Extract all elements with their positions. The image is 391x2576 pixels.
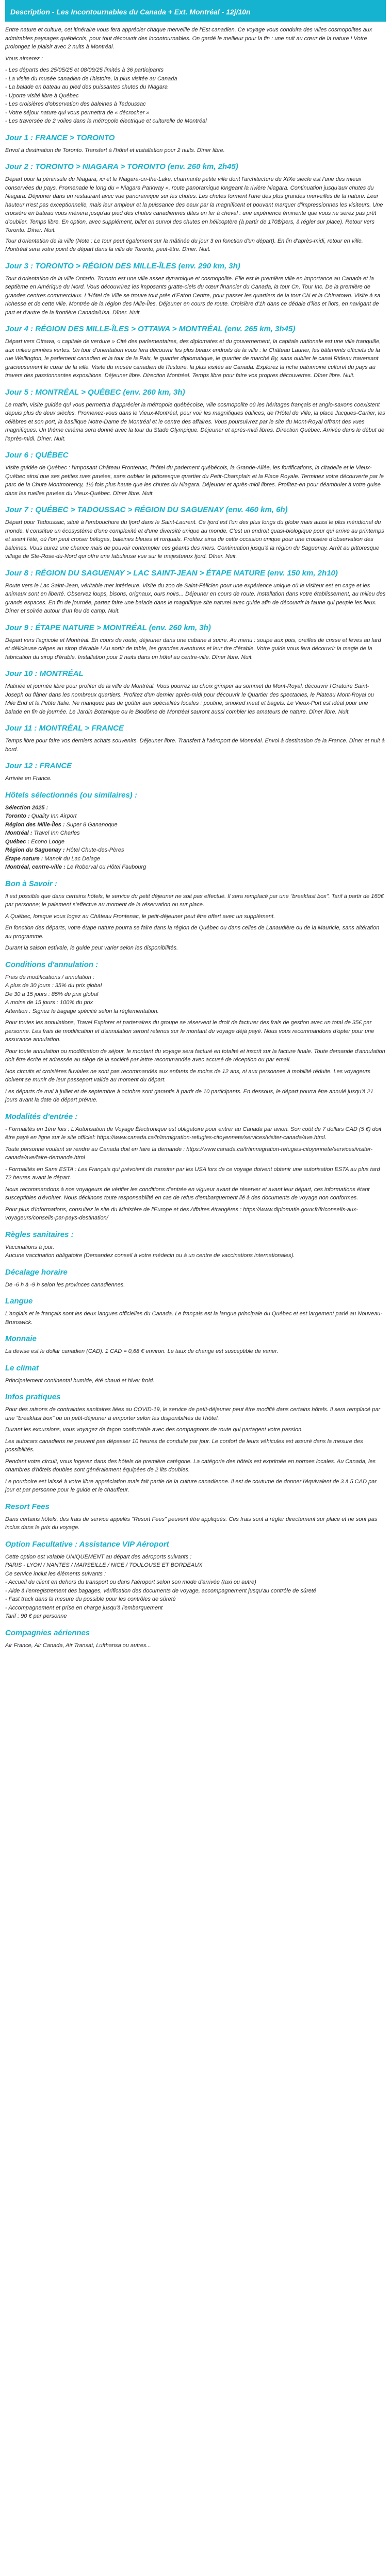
hotel-label: Montréal, centre-ville :: [5, 864, 66, 870]
highlight-item: - La balade en bateau au pied des puissantes chutes du Niagara: [5, 84, 168, 90]
resort-fees-text: Dans certains hôtels, des frais de service appelés "Resort Fees" peuvent être appliqués. Ces frais sont à régler directement sur place et ne sont pas inclus dans le prix du voyage.: [5, 1516, 378, 1531]
good-to-know-text: Il est possible que dans certains hôtels, le service du petit déjeuner ne soit pas effectué. Il sera remplacé par une "breakfast box". Tarif à partir de 160€ par personne; le paiement s'effectue au moment de la réservation ou sur place.: [5, 893, 384, 908]
hotel-item: [5, 829, 386, 838]
vip-assistance-text: PARIS - LYON / NANTES / MARSEILLE / NICE / TOULOUSE ET BORDEAUX: [5, 1562, 203, 1568]
good-to-know-text: Durant la saison estivale, le guide peut varier selon les disponibilités.: [5, 945, 178, 951]
day-title: Jour 1 : FRANCE > TORONTO: [5, 133, 115, 142]
hotel-name: Econo Lodge: [31, 838, 64, 845]
day-description: Départ pour Tadoussac, situé à l'embouchure du fjord dans le Saint-Laurent. Ce fjord est l'un des plus longs du globe mais aussi le plus méridional du monde. Il constitue un écosystème d'une complexité et d'une diversité unique au monde. C'est un endroit quasi-biologique pour qui arrive au printemps et avant l'été, où l'on peut croiser bélugas, baleines bleues et rorquals. Profitez ainsi de cette occasion unique pour une croisière d'observation des baleines. Vous aurez une chance mais de pouvoir contempler ces géants des mers. Continuation jusqu'à la région du Saguenay. Arrêt au pittoresque village de Ste-Rose-du-Nord qui offre une fabuleuse vue sur le majestueux fjord. Dîner. Nuit.: [5, 519, 384, 560]
cancellation-text: Frais de modifications / annulation :: [5, 974, 95, 980]
cancellation-text: Nos circuits et croisières fluviales ne sont pas recommandés aux enfants de moins de 12 ans, ni aux personnes à mobilité réduite. Les voyageurs doivent se munir de leur passeport valide au moment du départ.: [5, 1068, 371, 1083]
cancellation-title: Conditions d'annulation :: [5, 960, 99, 969]
cancellation-text: De 30 à 15 jours : 85% du prix global: [5, 991, 99, 997]
day-description: Route vers le Lac Saint-Jean, véritable mer intérieure. Visite du zoo de Saint-Félicien pour une expérience unique où le visiteur est en cage et les animaux sont en liberté. Observez loups, bisons, orignaux, ours noirs... Déjeuner en cours de route. Installation dans votre établissement, au milieu des grands espaces. En fin de journée, partez faire une balade dans le magnifique site naturel avec guide afin de découvrir la faune qui peuple les lieux. Dîner et soirée autour d'un feu de camp. Nuit.: [5, 582, 386, 614]
language-text: L'anglais et le français sont les deux langues officielles du Canada. Le français est la langue principale du Québec et est largement parlé au Nouveau-Brunswick.: [5, 1311, 382, 1326]
health-title: Règles sanitaires :: [5, 1230, 74, 1239]
entry-requirements-text: Toute personne voulant se rendre au Canada doit en faire la demande : https://www.canada.ca/fr/immigration-refugies-citoyennete/services/visiter-canada/ave/faire-demande.html: [5, 1146, 373, 1161]
airlines-title: Compagnies aériennes: [5, 1628, 90, 1637]
currency-text: La devise est le dollar canadien (CAD). 1 CAD = 0,68 € environ. Le taux de change est susceptible de varier.: [5, 1348, 279, 1354]
day-description: Matinée et journée libre pour profiter de la ville de Montréal. Vous pourrez au choix grimper au sommet du Mont-Royal, découvrir l'Oratoire Saint-Joseph ou flâner dans les nombreux quartiers. Profitez d'un dernier après-midi pour découvrir le Quartier des spectacles, le Plateau Mont-Royal ou Mile End et la Petite Italie. Ne manquez pas de goûter aux spécialités locales : poutine, smoked meat et bagels. Le Vieux-Port est idéal pour une balade en fin de journée. Le Jardin Botanique ou le Biodôme de Montréal sauront aussi combler les amateurs de nature. Dîner libre. Nuit.: [5, 683, 374, 715]
currency-title: Monnaie: [5, 1334, 37, 1343]
practical-info-text: Pour des raisons de contraintes sanitaires liées au COVID-19, le service de petit-déjeuner peut être modifié dans certains hôtels. Il sera remplacé par une "breakfast box" ou un petit-déjeuner à emporter selon les disponibilités de l'hôtel.: [5, 1406, 380, 1421]
day-title: Jour 11 : MONTRÉAL > FRANCE: [5, 724, 124, 733]
hotel-label: Montréal :: [5, 830, 32, 836]
intro-section: [5, 26, 386, 126]
vip-assistance-text: Cette option est valable UNIQUEMENT au départ des aéroports suivants :: [5, 1553, 192, 1560]
day-description: Temps libre pour faire vos derniers achats souvenirs. Déjeuner libre. Transfert à l'aéroport de Montréal. Envol à destination de la France. Dîner et nuit à bord.: [5, 738, 385, 753]
hotel-label: Sélection 2025 :: [5, 804, 48, 811]
vip-assistance-text: Ce service inclut les éléments suivants :: [5, 1570, 106, 1577]
hotel-name: Le Roberval ou Hôtel Faubourg: [67, 864, 146, 870]
day-description: Tour d'orientation de la ville Ontario. Toronto est une ville assez dynamique et cosmopolite. Elle est le première ville en importance au Canada et la septième en Amérique du Nord. Vous découvrirez les imposants gratte-ciels du cœur financier du Canada, la tour Cn, Tour Inc. De la première de grandes centres commerciaux. L'Hôtel de Ville se trouve tout près d'Eaton Centre, pour passer les quartiers de la tour CN et la Chinatown. Visite à sa richesse et de cette ville. Montrée de la région des Mille-Îles. Déjeuner en cours de route. Croisière d'1h dans ce dédale d'îles et îlots, en navigant de part et d'autre de la frontière Canada/Usa. Dîner. Nuit.: [5, 275, 381, 316]
day-description: Départ vers l'agricole et Montréal. En cours de route, déjeuner dans une cabane à sucre. Au menu : soupe aux pois, oreilles de crisse et fèves au lard et délicieuse crêpes au sirop d'érable ! Au sortir de table, les grandes aventures et leur tire d'érable. Votre guide vous fera découvrir la magie de la fabrication du sirop d'érable. Installation pour 2 nuits dans un hôtel au centre-ville. Dîner libre. Nuit.: [5, 637, 381, 660]
climate-section: [5, 1363, 386, 1385]
hotel-label: Toronto :: [5, 813, 30, 819]
resort-fees-title: Resort Fees: [5, 1502, 50, 1511]
day-description: Envol à destination de Toronto. Transfert à l'hôtel et installation pour 2 nuits. Dîner libre.: [5, 147, 225, 154]
hotel-item: [5, 838, 386, 846]
entry-requirements-text: - Formalités en 1ère fois : L'Autorisation de Voyage Électronique est obligatoire pour entrer au Canada par avion. Son coût de 7 dollars CAD (5 €) doit être payé en ligne sur le site officiel: https://www.canada.ca/fr/immigration-refugies-citoyennete/services/visiter-canada/ave.html.: [5, 1126, 382, 1141]
hotel-item: [5, 804, 386, 812]
practical-info-text: Pendant votre circuit, vous logerez dans des hôtels de première catégorie. La catégorie des hôtels est exprimée en normes locales. Au Canada, les chambres d'hôtels doubles sont généralement équipées de 2 lits doubles.: [5, 1458, 376, 1473]
cancellation-section: [5, 960, 386, 1105]
day-title: Jour 12 : FRANCE: [5, 761, 72, 770]
day-description: Visite guidée de Québec : l'imposant Château Frontenac, l'hôtel du parlement québécois, la Grande-Allée, les fortifications, la citadelle et le Vieux-Québec ainsi que ses petites rues pavées, sans oublier le pittoresque quartier du Petit-Champlain et la Place Royale. Terminez votre découverte par le parc de la Chute Montmorency, 1½ fois plus haute que les chutes du Niagara. Déjeuner et après-midi libres. Profitez-en pour déambuler à votre guise dans les ruelles pavées du Vieux-Québec. Dîner libre. Nuit.: [5, 465, 384, 497]
practical-info-text: Le pourboire est laissé à votre libre appréciation mais fait partie de la culture canadienne. Il est de coutume de donner l'équivalent de 3 à 5 CAD par jour et par personne pour le guide et le chauffeur.: [5, 1478, 377, 1493]
health-text: Aucune vaccination obligatoire (Demandez conseil à votre médecin ou à un centre de vaccinations internationales).: [5, 1252, 295, 1259]
day-title: Jour 6 : QUÉBEC: [5, 451, 69, 460]
hotel-item: [5, 812, 386, 821]
day-description: Départ vers Ottawa, « capitale de verdure » Cité des parlementaires, des diplomates et du gouvernement, la capitale nationale est une ville tranquille, aux milieu pinnées vertes. Un tour d'orientation vous fera découvrir les plus beaux endroits de la ville : le Château Laurier, les bâtiments officiels de la rue Wellington, le parlement canadien et la tour de la Paix, le quartier diplomatique, le quartier de marché By, sans oublier le canal Rideau traversant gracieusement le cœur de la ville. Visite du musée canadien de l'histoire, la plus visitée au Canada. Explorez la riche patrimoine culturel du pays au travers des passionnantes expositions. Déjeuner libre. Direction Montréal. Temps libre pour faire vos propres découvertes. Dîner libre. Nuit.: [5, 338, 381, 379]
day-description: Arrivée en France.: [5, 775, 52, 782]
language-title: Langue: [5, 1297, 33, 1306]
timezone-title: Décalage horaire: [5, 1267, 68, 1277]
climate-title: Le climat: [5, 1363, 39, 1372]
highlight-item: - Les départs des 25/05/25 et 08/09/25 limités à 36 participants: [5, 67, 164, 73]
airlines-section: [5, 1628, 386, 1650]
hotel-item: [5, 846, 386, 855]
resort-fees-section: [5, 1502, 386, 1532]
currency-section: [5, 1334, 386, 1356]
cancellation-text: A plus de 30 jours : 35% du prix global: [5, 982, 102, 989]
page-title: Description - Les Incontournables du Canada + Ext. Montréal - 12j/10n: [5, 0, 386, 22]
language-section: [5, 1296, 386, 1327]
hotel-name: Manoir du Lac Delage: [44, 855, 101, 862]
vip-assistance-text: - Accueil du client en dehors du transport ou dans l'aéroport selon son mode d'arrivée (taxi ou autre): [5, 1579, 256, 1585]
day-title: Jour 9 : ÉTAPE NATURE > MONTRÉAL (env. 260 km, 3h): [5, 623, 211, 632]
climate-text: Principalement continental humide, été chaud et hiver froid.: [5, 1377, 155, 1384]
practical-info-text: Les autocars canadiens ne peuvent pas dépasser 10 heures de conduite par jour. Le confort de leurs véhicules est assuré dans la mesure des possibilités.: [5, 1438, 363, 1453]
hotel-label: Québec :: [5, 838, 30, 845]
hotel-name: Super 8 Gananoque: [66, 821, 118, 828]
vip-assistance-text: Tarif : 90 € par personne: [5, 1613, 67, 1619]
good-to-know-title: Bon à Savoir :: [5, 879, 57, 888]
timezone-text: De -6 h à -9 h selon les provinces canadiennes.: [5, 1281, 125, 1288]
hotel-label: Étape nature :: [5, 855, 43, 862]
vip-assistance-title: Option Facultative : Assistance VIP Aéroport: [5, 1539, 169, 1549]
entry-requirements-section: [5, 1112, 386, 1223]
good-to-know-section: [5, 879, 386, 953]
highlight-item: - Les croisières d'observation des baleines à Tadoussac: [5, 101, 146, 107]
highlights-list: [5, 66, 386, 126]
day-description: Tour d'orientation de la ville (Note : Le tour peut également sur la mâtinée du jour 3 en fonction d'un départ). En fin d'après-midi, retour en ville. Montréal sera votre point de départ dans la ville de Toronto, peut-être. Dîner. Nuit.: [5, 238, 363, 252]
good-to-know-text: En fonction des départs, votre étape nature pourra se faire dans la région de Québec ou dans celles de Lanaudière ou de la Mauricie, sans altération au programme.: [5, 925, 380, 940]
practical-info-title: Infos pratiques: [5, 1393, 61, 1401]
hotels-section: [5, 790, 386, 872]
cancellation-text: Pour toute annulation ou modification de séjour, le montant du voyage sera facturé en totalité et inscrit sur la facture finale. Toute demande d'annulation doit être écrite et adressée au siège de la société par lettre recommandée avec accusé de réception ou par email.: [5, 1048, 385, 1063]
cancellation-text: A moins de 15 jours : 100% du prix: [5, 999, 93, 1006]
hotels-list: [5, 804, 386, 872]
day-title: Jour 4 : RÉGION DES MILLE-ÎLES > OTTAWA > MONTRÉAL (env. 265 km, 3h45): [5, 325, 296, 333]
hotel-name: Travel Inn Charles: [34, 830, 80, 836]
airlines-text: Air France, Air Canada, Air Transat, Lufthansa ou autres...: [5, 1642, 151, 1649]
day-title: Jour 3 : TORONTO > RÉGION DES MILLE-ÎLES (env. 290 km, 3h): [5, 261, 240, 270]
timezone-section: [5, 1267, 386, 1290]
cancellation-text: Les départs de mai à juillet et de septembre à octobre sont garantis à partir de 10 participants. En dessous, le départ pourra être annulé jusqu'à 21 jours avant la date de départ prévue.: [5, 1088, 373, 1103]
hotel-item: [5, 855, 386, 863]
day-description: Le matin, visite guidée qui vous permettra d'apprécier la métropole québécoise, ville cosmopolite où les héritages français et anglo-saxons coexistent depuis plus de deux siècles. Promenez-vous dans le Vieux-Montréal, pour voir les magnifiques édifices, de l'Hôtel de Ville, la place Jacques-Cartier, les célèbres et son port, la basilique Notre-Dame de Montréal et le centre des affaires. Vous poursuivrez par le site du Mont-Royal offrant des vues magnifiques. Un thème cinéma sera donné avec la tour du Stade Olympique. Déjeuner et après-midi libres. Direction Québec. Arrivée dans le début de l'après-midi. Dîner. Nuit.: [5, 401, 385, 442]
day-title: Jour 5 : MONTRÉAL > QUÉBEC (env. 260 km, 3h): [5, 387, 185, 397]
intro-heading: Vous aimerez :: [5, 55, 43, 62]
vip-assistance-text: - Accompagnement et prise en charge jusqu'à l'embarquement: [5, 1604, 163, 1611]
day-description: Départ pour la péninsule du Niagara, ici et le Niagara-on-the-Lake, charmante petite ville dont l'architecture du XIXe siècle est l'une des mieux conservées du pays. Promenade le long du « Niagara Parkway », route panoramique longeant la rivière Niagara. Continuation jusqu'aux chutes du Niagara. Déjeuner dans un restaurant avec vue panoramique sur les chutes. Les chutes forment l'une des plus grandes merveilles de la nature. Leur hauteur n'est pas exceptionnelle, mais leur ampleur et la puissance des eaux par la magnificent et pouvant marquer d'impressionnes les visiteurs. Une croisière en bateau vous mènera jusqu'au pied des chutes canadiennes dites en fer à cheval : une expérience éminente que vous ne serez pas prêt d'oublier. Temps libre. En option, avec supplément, billet en survol des chutes en hélicoptère (à partir de 170$/pers, à régler sur place). Retour vers Toronto. Dîner. Nuit.: [5, 176, 383, 233]
health-text: Vaccinations à jour.: [5, 1244, 55, 1250]
hotel-label: Région du Saguenay :: [5, 847, 65, 853]
hotel-item: [5, 821, 386, 829]
day-title: Jour 8 : RÉGION DU SAGUENAY > LAC SAINT-JEAN > ÉTAPE NATURE (env. 150 km, 2h10): [5, 568, 338, 578]
highlight-item: - Les traversée de 2 voiles dans la métropole électrique et culturelle de Montréal: [5, 118, 207, 124]
cancellation-text: Attention : Signez le bagage spécifié selon la réglementation.: [5, 1008, 159, 1014]
vip-assistance-text: - Fast track dans la mesure du possible pour les contrôles de sûreté: [5, 1596, 176, 1602]
practical-info-section: [5, 1392, 386, 1495]
highlight-item: - La visite du musée canadien de l'histoire, la plus visitée au Canada: [5, 75, 177, 82]
hotel-item: [5, 863, 386, 872]
health-section: [5, 1230, 386, 1260]
good-to-know-text: A Québec, lorsque vous logez au Château Frontenac, le petit-déjeuner peut être offert avec un supplément.: [5, 913, 275, 920]
entry-requirements-title: Modalités d'entrée :: [5, 1112, 78, 1121]
entry-requirements-text: - Formalités en Sans ESTA : Les Français qui prévoient de transiter par les USA lors de ce voyage doivent obtenir une autorisation ESTA au plus tard 72 heures avant le départ.: [5, 1166, 380, 1181]
intro-paragraph: Entre nature et culture, cet itinéraire vous fera apprécier chaque merveille de l'Est canadien. Ce voyage vous conduira des villes cosmopolites aux admirables paysages québécois, pour tout découvrir des incontournables. On gardé le meilleur pour la fin : une nuit au cœur de la nature ! Votre prolongez le plaisir avec 2 nuits à Montréal.: [5, 27, 372, 50]
hotel-label: Région des Mille-Îles :: [5, 821, 65, 828]
cancellation-text: Pour toutes les annulations, Travel Explorer et partenaires du groupe se réservent le droit de facturer des frais de gestion avec un total de 35€ par personne. Les frais de modification et d'annulation seront retenus sur le montant du voyage déjà payé. Nous vous recommandons d'opter pour une assurance annulation.: [5, 1020, 374, 1043]
vip-assistance-section: [5, 1539, 386, 1621]
practical-info-text: Durant les excursions, vous voyagez de façon confortable avec des compagnons de route qui partagent votre passion.: [5, 1427, 303, 1433]
vip-assistance-text: - Aide à l'enregistrement des bagages, vérification des documents de voyage, accompagnement jusqu'au contrôle de sûreté: [5, 1587, 317, 1594]
highlight-item: - Votre séjour nature qui vous permettra de « décrocher »: [5, 109, 150, 116]
entry-requirements-text: Nous recommandons à nos voyageurs de vérifier les conditions d'entrée en vigueur avant de réserver et avant leur départ, ces informations étant susceptibles d'évoluer. Nous déclinons toute responsabilité en cas de refus d'embarquement lié à des documents de voyage non conformes.: [5, 1186, 370, 1201]
hotels-title: Hôtels sélectionnés (ou similaires) :: [5, 790, 137, 800]
entry-requirements-text: Pour plus d'informations, consultez le site du Ministère de l'Europe et des Affaires étrangères : https://www.diplomatie.gouv.fr/fr/conseils-aux-voyageurs/conseils-par-pays-destination/: [5, 1206, 359, 1221]
hotel-name: Hôtel Chute-des-Pères: [66, 847, 124, 853]
highlight-item: - Uporte visité libre à Québec: [5, 92, 79, 99]
day-title: Jour 2 : TORONTO > NIAGARA > TORONTO (env. 260 km, 2h45): [5, 162, 238, 171]
day-title: Jour 10 : MONTRÉAL: [5, 669, 84, 678]
itinerary: [5, 133, 386, 783]
day-title: Jour 7 : QUÉBEC > TADOUSSAC > RÉGION DU SAGUENAY (env. 460 km, 6h): [5, 505, 288, 514]
hotel-name: Quality Inn Airport: [31, 813, 77, 819]
